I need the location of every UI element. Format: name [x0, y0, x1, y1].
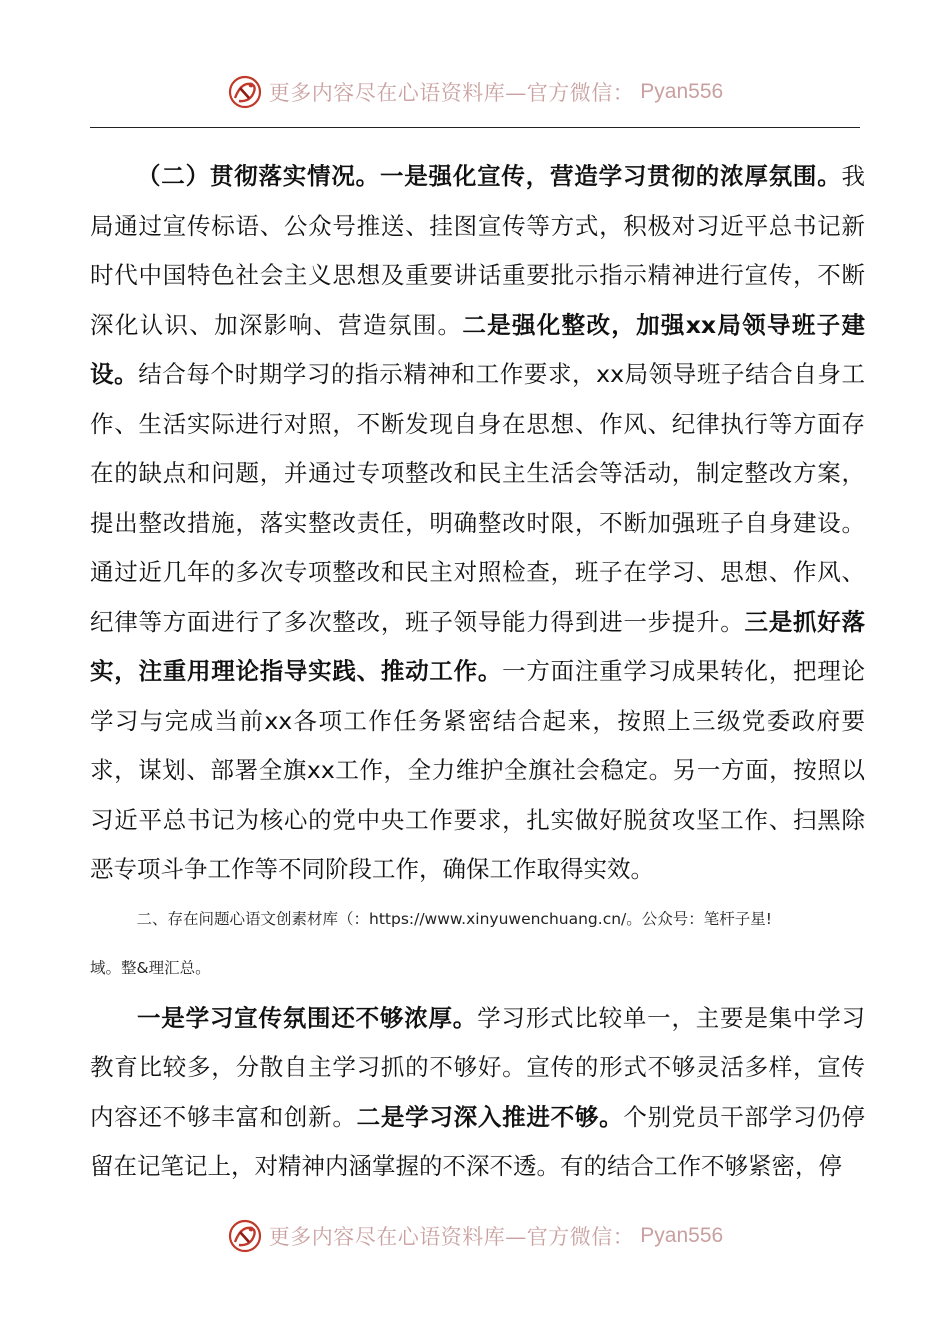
- point-three-heading: 三是抓好落实，注重用理论指导实践、推动工作。: [90, 607, 865, 685]
- problem-one-text: 学习形式比较单一，主要是集中学习教育比较多，分散自主学习抓的不够好。宣传的形式不够灵活多样，宣传内容还不够丰富和创新。: [90, 1003, 866, 1131]
- point-one-heading: 一是强化宣传，营造学习贯彻的浓厚氛围。: [379, 162, 842, 190]
- point-one-text: 我局通过宣传标语、公众号推送、挂图宣传等方式，积极对习近平总书记新时代中国特色社会主义思想及重要讲话重要批示指示精神进行宣传，不断深化认识、加深影响、营造氛围。: [90, 162, 866, 339]
- problem-two-text: 个别党员干部学习仍停留在记笔记上，对精神内涵掌握的不深不透。有的结合工作不够紧密，停: [90, 1102, 866, 1180]
- logo-icon: [227, 1218, 263, 1254]
- section-implementation-paragraph: [90, 152, 865, 895]
- watermark-text: 更多内容尽在心语资料库—官方微信：: [268, 81, 635, 105]
- problems-section-heading: 二、存在问题心语文创素材库（：https://www.xinyuwenchuang.cn/。公众号：笔杆子星!: [136, 909, 772, 928]
- problems-paragraph: [90, 994, 865, 1192]
- point-three-text: 一方面注重学习成果转化，把理论学习与完成当前xx各项工作任务紧密结合起来，按照上三级党委政府要求，谋划、部署全旗xx工作，全力维护全旗社会稳定。另一方面，按照以习近平总书记为核心的党中央工作要求，扎实做好脱贫攻坚工作、扫黑除恶专项斗争工作等不同阶段工作，确保工作取得实效。: [90, 657, 866, 883]
- point-two-text: 结合每个时期学习的指示精神和工作要求，xx局领导班子结合自身工作、生活实际进行对照，不断发现自身在思想、作风、纪律执行等方面存在的缺点和问题，并通过专项整改和民主生活会等活动，制定整改方案，提出整改措施，落实整改责任，明确整改时限，不断加强班子自身建设。通过近几年的多次专项整改和民主对照检查，班子在学习、思想、作风、纪律等方面进行了多次整改，班子领导能力得到进一步提升。: [90, 360, 865, 636]
- watermark-wechat-id: Pyan556: [640, 1224, 724, 1247]
- watermark-wechat-id: Pyan556: [640, 80, 724, 103]
- watermark-text: 更多内容尽在心语资料库—官方微信：: [268, 1225, 635, 1249]
- logo-icon: [227, 74, 263, 110]
- header-divider: [90, 127, 860, 128]
- point-two-heading: 二是强化整改，加强xx局领导班子建设。: [90, 310, 865, 388]
- problems-section-heading-cont: 域。整&理汇总。: [90, 959, 211, 977]
- problem-one-heading: 一是学习宣传氛围还不够浓厚。: [137, 1003, 478, 1032]
- footer-watermark: [0, 1214, 950, 1258]
- problem-two-heading: 二是学习深入推进不够。: [356, 1102, 624, 1131]
- section-heading: （二）贯彻落实情况。: [137, 162, 380, 190]
- header-watermark: [0, 70, 950, 114]
- document-body: [90, 152, 865, 1192]
